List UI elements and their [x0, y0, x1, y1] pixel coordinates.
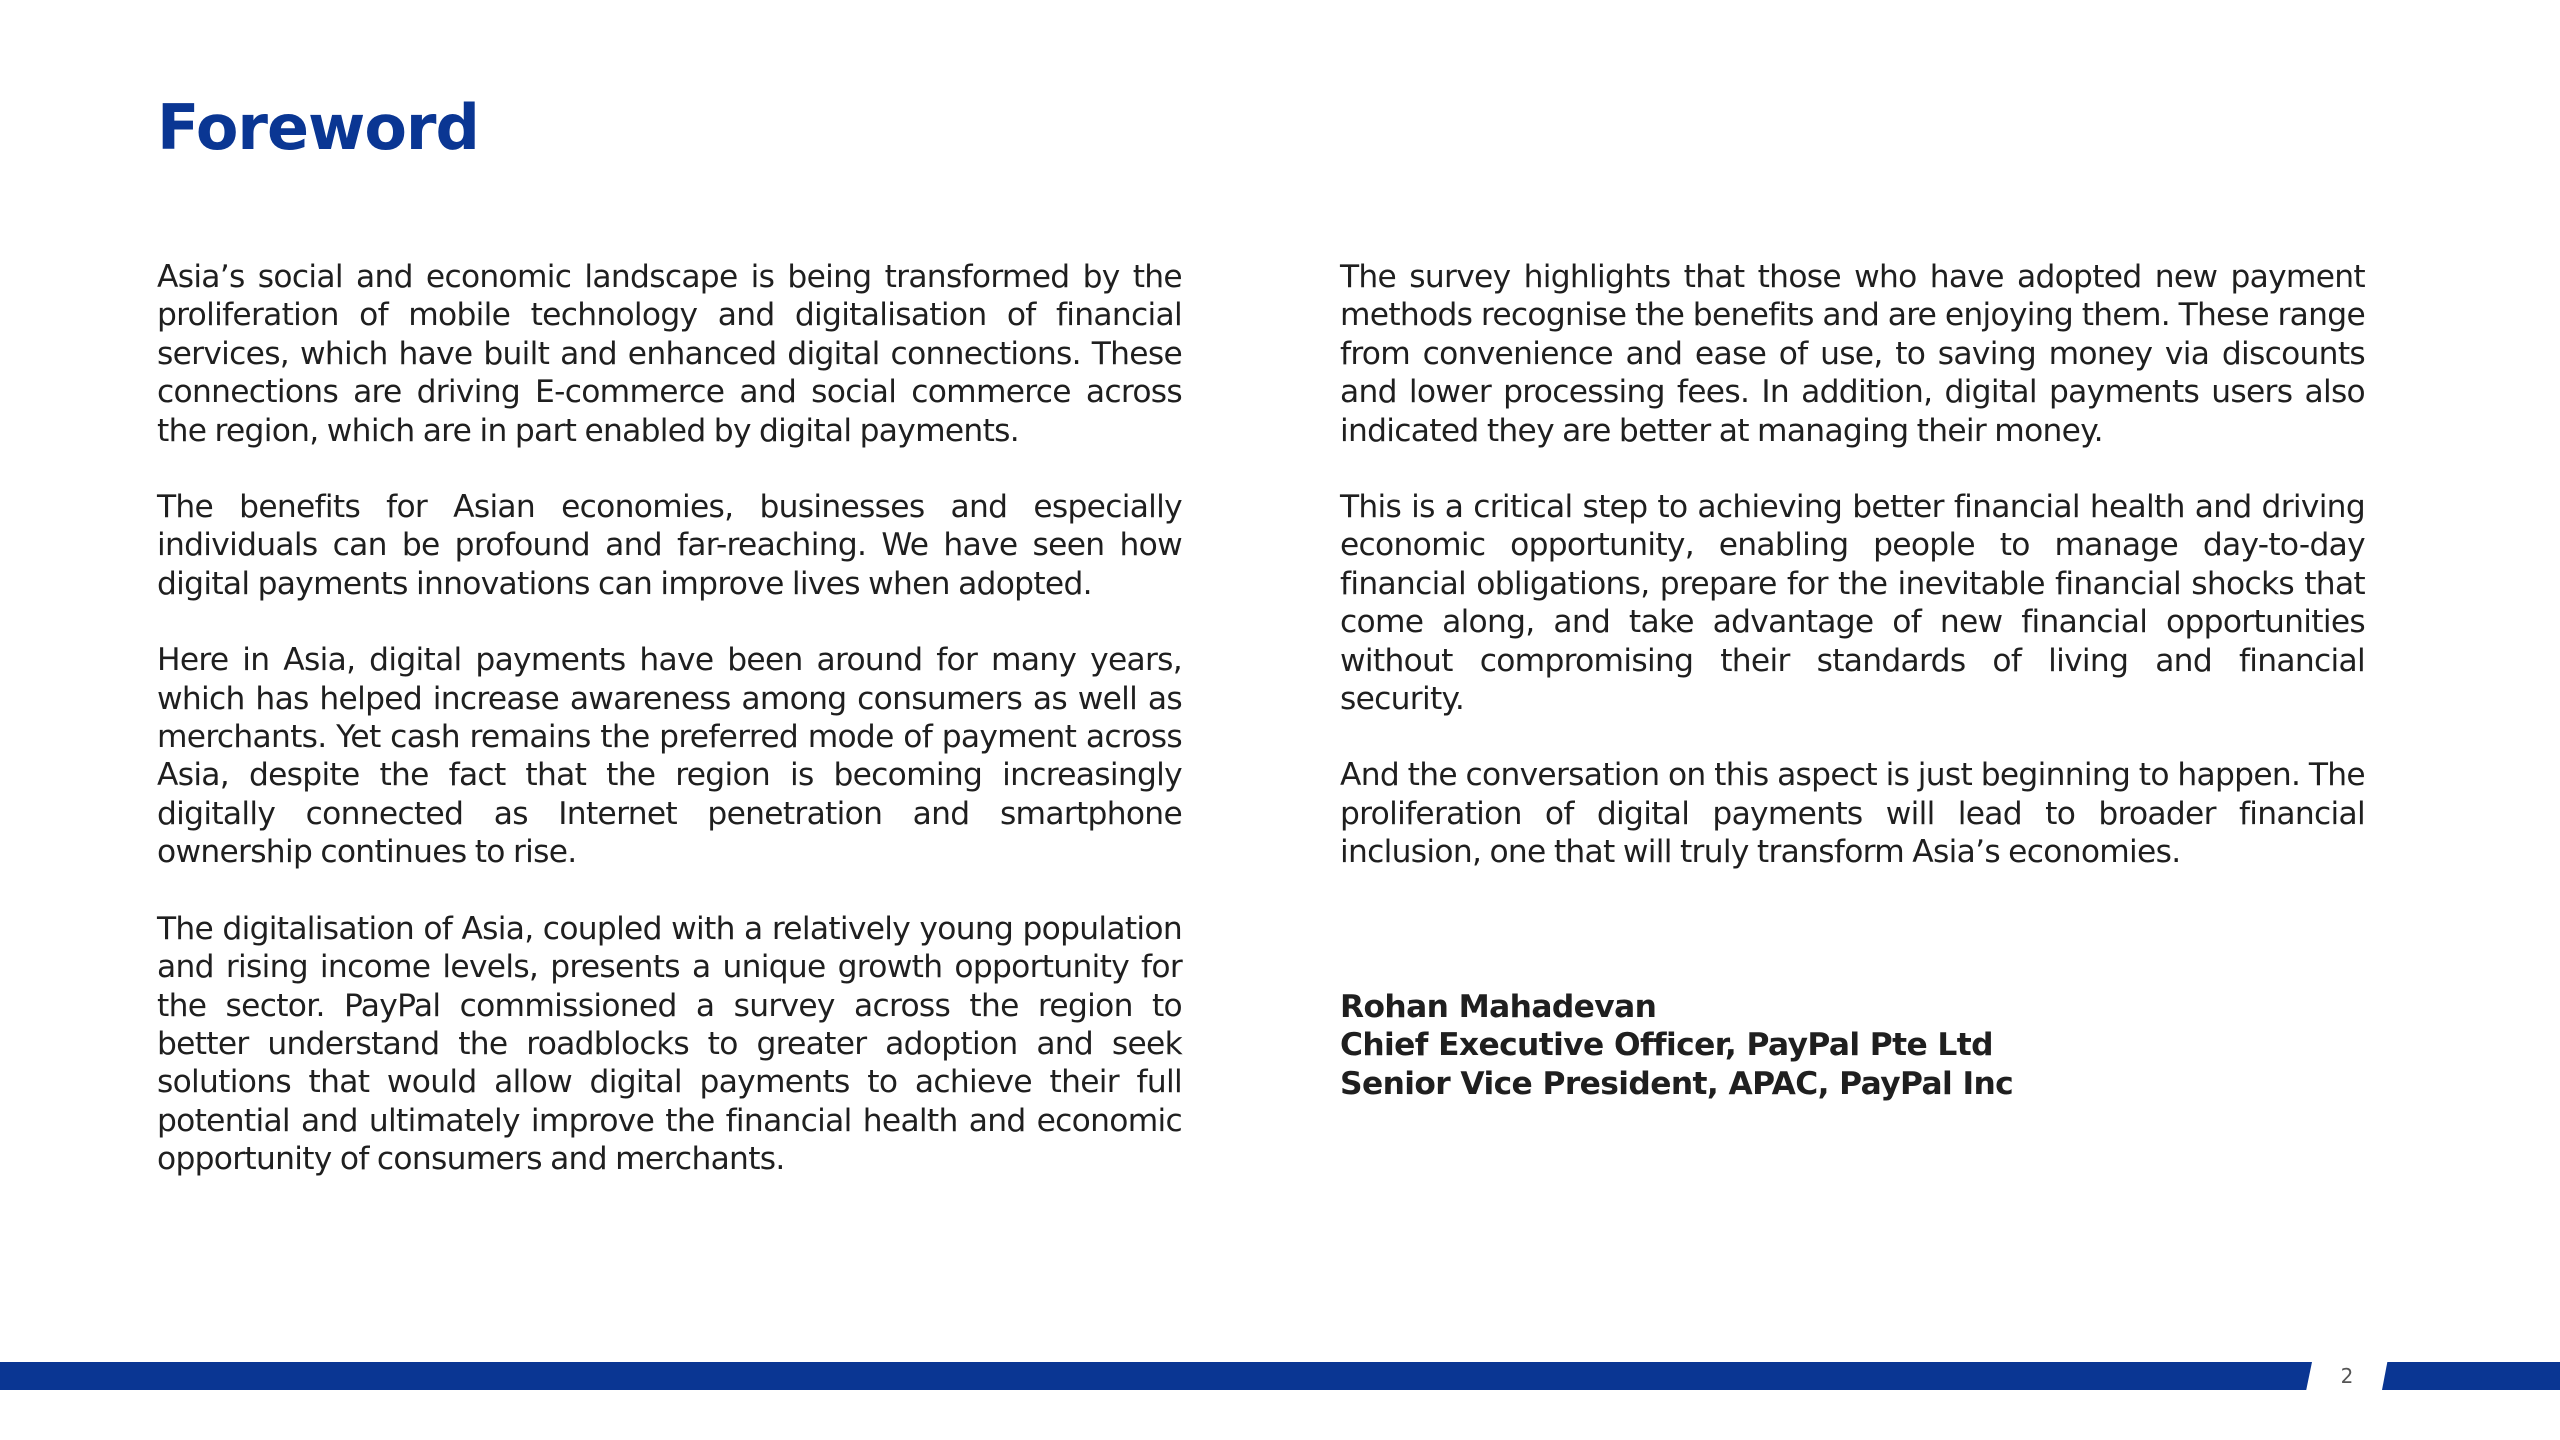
paragraph: The digitalisation of Asia, coupled with a relatively young population and rising income levels, presents a unique growth opportunity for the sector. PayPal commissioned a survey across the region to better understand the roadblocks to greater adoption and seek solutions that would allow digital payments to achieve their full potential and ultimately improve the financial health and economic opportunity of consumers and merchants. [157, 910, 1182, 1178]
left-column [157, 258, 1182, 1217]
footer-bar [2382, 1362, 2560, 1390]
paragraph: This is a critical step to achieving better financial health and driving economic opportunity, enabling people to manage day-to-day financial obligations, prepare for the inevitable financial shocks that come along, and take advantage of new financial opportunities without compromising their standards of living and financial security. [1340, 489, 2365, 718]
signatory-title: Chief Executive Officer, PayPal Pte Ltd [1340, 1027, 1993, 1064]
signatory-name: Rohan Mahadevan [1340, 989, 1657, 1025]
signature-block [1340, 988, 2440, 1103]
paragraph: The survey highlights that those who have adopted new payment methods recognise the benefits and are enjoying them. These range from convenience and ease of use, to saving money via discounts and lower processing fees. In addition, digital payments users also indicated they are better at managing their money. [1340, 259, 2365, 449]
signatory-title: Senior Vice President, APAC, PayPal Inc [1340, 1065, 2014, 1102]
page-number: 2 [2340, 1364, 2354, 1388]
paragraph: The benefits for Asian economies, businesses and especially individuals can be profound and far-reaching. We have seen how digital payments innovations can improve lives when adopted. [157, 489, 1182, 602]
paragraph: Asia’s social and economic landscape is being transformed by the proliferation of mobile technology and digitalisation of financial services, which have built and enhanced digital connections. These connections are driving E-commerce and social commerce across the region, which are in part enabled by digital payments. [157, 259, 1182, 449]
page-title: Foreword [157, 91, 479, 164]
paragraph: And the conversation on this aspect is just beginning to happen. The proliferation of digital payments will lead to broader financial inclusion, one that will truly transform Asia’s economies. [1340, 757, 2365, 871]
paragraph: Here in Asia, digital payments have been around for many years, which has helped increase awareness among consumers as well as merchants. Yet cash remains the preferred mode of payment across Asia, despite the fact that the region is becoming increasingly digitally connected as Internet penetration and smartphone ownership continues to rise. [157, 642, 1182, 871]
footer-bar [0, 1362, 2312, 1390]
right-column [1340, 258, 2365, 910]
